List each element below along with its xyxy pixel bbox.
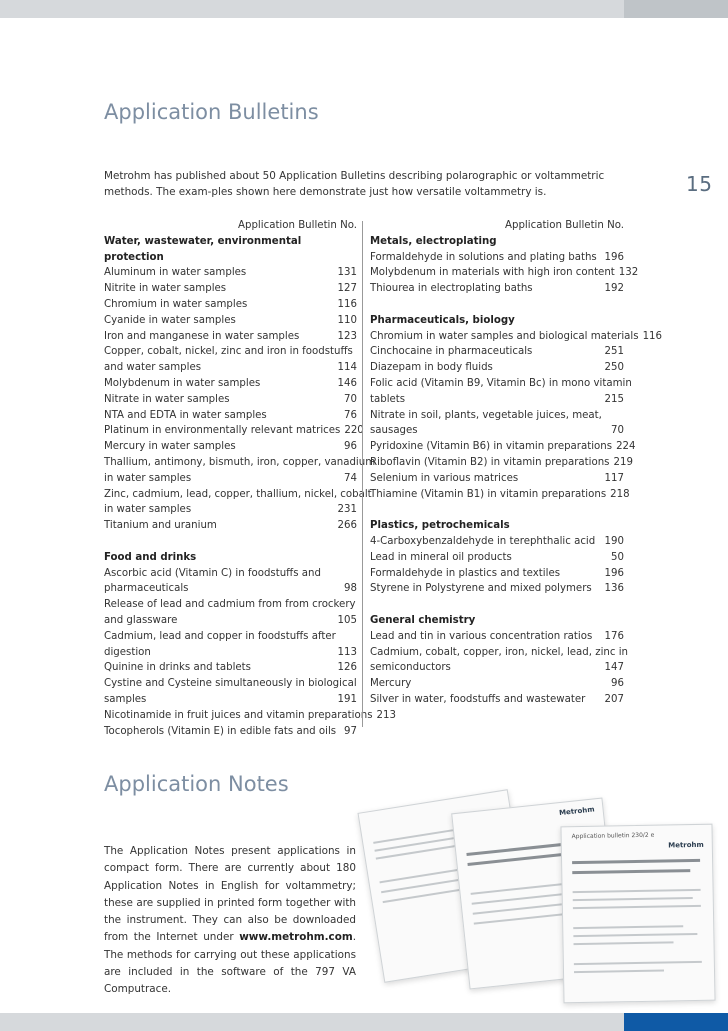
bulletin-row xyxy=(370,281,624,297)
notes-heading: Application Notes xyxy=(104,772,289,796)
bulletin-title: Mercury in water samples xyxy=(104,441,236,453)
bulletin-number: 176 xyxy=(604,630,624,642)
category-heading: Plastics, petrochemicals xyxy=(370,520,510,532)
bulletin-title: 4-Carboxybenzaldehyde in terephthalic acid xyxy=(370,535,596,547)
top-bar xyxy=(0,0,728,18)
bulletin-title: Thiamine (Vitamin B1) in vitamin preparations xyxy=(370,488,607,500)
bulletin-row xyxy=(104,329,357,345)
bulletin-number: 116 xyxy=(337,298,357,310)
bulletin-title: in water samples xyxy=(104,472,192,484)
bulletin-row xyxy=(104,281,357,297)
bulletin-title: Nicotinamide in fruit juices and vitamin preparations xyxy=(104,709,373,721)
bulletins-intro: Metrohm has published about 50 Application Bulletins describing polarographic or voltammetric methods. The exam-ples shown here demonstrate just how versatile voltammetry is. xyxy=(104,170,605,198)
page-number: 15 xyxy=(686,172,713,196)
bulletin-title: Platinum in environmentally relevant matrices xyxy=(104,425,341,437)
bulletin-row xyxy=(370,566,624,582)
bulletin-title: Cinchocaine in pharmaceuticals xyxy=(370,346,533,358)
bulletin-row xyxy=(370,265,639,281)
bulletin-number: 190 xyxy=(604,535,624,547)
bulletin-title: sausages xyxy=(370,425,418,437)
bulletin-number: 117 xyxy=(604,472,624,484)
bulletin-number: 110 xyxy=(337,314,357,326)
bulletin-title: Iron and manganese in water samples xyxy=(104,330,300,342)
bottom-bar xyxy=(0,1013,728,1031)
bulletins-right-column xyxy=(370,218,663,708)
bulletin-row xyxy=(104,265,357,281)
bulletin-title: Mercury xyxy=(370,678,412,690)
category-heading: General chemistry xyxy=(370,614,476,626)
bulletin-row xyxy=(104,313,357,329)
top-bar-accent xyxy=(624,0,728,18)
bulletin-row xyxy=(104,344,357,360)
bulletin-title: Nitrite in water samples xyxy=(104,283,227,295)
bulletin-row xyxy=(370,250,624,266)
column-header: Application Bulletin No. xyxy=(238,220,357,231)
notes-text-after: . The methods for carrying out these applications are included in the software of the 797 VA Computrace. xyxy=(104,931,356,996)
bulletin-title: Diazepam in body fluids xyxy=(370,362,493,374)
bulletin-title: Pyridoxine (Vitamin B6) in vitamin preparations xyxy=(370,441,613,453)
bulletin-number: 196 xyxy=(604,251,624,263)
bulletin-number: 146 xyxy=(337,377,357,389)
bulletin-row xyxy=(104,629,357,645)
bulletin-title: Nitrate in water samples xyxy=(104,393,230,405)
group-spacer xyxy=(370,502,624,518)
bulletin-number: 50 xyxy=(611,551,624,563)
bulletin-title: Zinc, cadmium, lead, copper, thallium, nickel, cobalt xyxy=(104,488,372,500)
bulletin-title: Formaldehyde in plastics and textiles xyxy=(370,567,561,579)
bulletin-title: Cadmium, lead and copper in foodstuffs after xyxy=(104,630,336,642)
bulletin-row xyxy=(104,439,357,455)
bulletin-number: 196 xyxy=(604,567,624,579)
bulletin-row xyxy=(104,566,357,582)
bulletin-number: 218 xyxy=(610,488,630,500)
bulletin-title: Copper, cobalt, nickel, zinc and iron in foodstuffs xyxy=(104,346,353,358)
bulletin-row xyxy=(370,629,624,645)
bulletin-row xyxy=(104,645,357,661)
bulletin-title: Nitrate in soil, plants, vegetable juices, meat, xyxy=(370,409,602,421)
notes-text-before: The Application Notes present applications in compact form. There are currently about 180 Application Notes in English for voltammetry; these are supplied in printed form together with the instrument. They can also be downloaded from the Internet under xyxy=(104,845,356,944)
bulletin-row xyxy=(370,660,624,676)
bulletin-row xyxy=(370,376,632,392)
bulletin-number: 113 xyxy=(337,646,357,658)
bulletin-number: 114 xyxy=(337,362,357,374)
group-spacer xyxy=(370,597,624,613)
bulletin-title: Styrene in Polystyrene and mixed polymers xyxy=(370,583,592,595)
bulletin-title: Molybdenum in water samples xyxy=(104,377,261,389)
bulletin-title: Cystine and Cysteine simultaneously in biological xyxy=(104,678,357,690)
bulletin-row xyxy=(370,392,624,408)
bulletin-title: Titanium and uranium xyxy=(104,520,217,532)
bulletin-number: 126 xyxy=(337,662,357,674)
bulletin-row xyxy=(370,645,628,661)
bulletins-heading: Application Bulletins xyxy=(104,100,319,124)
bulletin-row xyxy=(104,376,357,392)
bulletin-number: 96 xyxy=(344,441,357,453)
bulletin-number: 191 xyxy=(337,693,357,705)
bulletin-number: 96 xyxy=(611,678,624,690)
bulletin-row xyxy=(370,329,663,345)
bulletin-number: 132 xyxy=(618,267,639,279)
bulletin-number: 266 xyxy=(337,520,357,532)
bulletin-title: Folic acid (Vitamin B9, Vitamin Bc) in mono vitamin xyxy=(370,377,632,389)
application-notes-illustration xyxy=(330,770,728,1008)
paper-logo: Metrohm xyxy=(668,840,704,850)
bulletin-row xyxy=(104,676,357,692)
category-heading: Pharmaceuticals, biology xyxy=(370,314,515,326)
bulletin-title: Thallium, antimony, bismuth, iron, copper, vanadium xyxy=(104,456,376,468)
column-divider xyxy=(362,221,363,727)
bulletin-number: 105 xyxy=(337,614,357,626)
bulletin-number: 220 xyxy=(344,425,364,437)
bulletin-number: 251 xyxy=(604,346,624,358)
bulletin-row xyxy=(104,581,357,597)
bulletin-title: Chromium in water samples and biological materials xyxy=(370,330,639,342)
bulletin-number: 207 xyxy=(604,693,624,705)
bulletin-number: 147 xyxy=(604,662,624,674)
group-spacer xyxy=(104,534,357,550)
bulletin-title: Tocopherols (Vitamin E) in edible fats and oils xyxy=(104,725,337,737)
bulletin-row xyxy=(104,502,357,518)
bulletin-number: 131 xyxy=(337,267,357,279)
bulletin-row xyxy=(104,613,357,629)
category-heading: Food and drinks xyxy=(104,551,197,563)
bulletin-row xyxy=(370,423,624,439)
bulletin-number: 219 xyxy=(613,456,633,468)
bulletin-number: 250 xyxy=(604,362,624,374)
bulletin-number: 70 xyxy=(611,425,624,437)
bulletin-number: 97 xyxy=(344,725,357,737)
bulletin-title: Silver in water, foodstuffs and wastewater xyxy=(370,693,586,705)
bulletin-title: Lead and tin in various concentration ratios xyxy=(370,630,593,642)
bulletin-title: Selenium in various matrices xyxy=(370,472,519,484)
bulletin-row xyxy=(370,487,630,503)
bulletin-row xyxy=(104,423,364,439)
bulletin-title: NTA and EDTA in water samples xyxy=(104,409,267,421)
notes-text xyxy=(104,843,356,999)
bulletin-row xyxy=(104,724,357,740)
paper-title: Application bulletin 230/2 e xyxy=(571,831,655,841)
bulletin-row xyxy=(370,534,624,550)
bulletin-row xyxy=(370,550,624,566)
bulletin-title: pharmaceuticals xyxy=(104,583,189,595)
bulletin-title: semiconductors xyxy=(370,662,451,674)
bulletin-title: digestion xyxy=(104,646,151,658)
bulletin-title: samples xyxy=(104,693,147,705)
bulletin-number: 74 xyxy=(344,472,357,484)
bulletin-number: 136 xyxy=(604,583,624,595)
bulletin-row xyxy=(104,518,357,534)
bulletin-row xyxy=(370,692,624,708)
bulletin-title: Ascorbic acid (Vitamin C) in foodstuffs and xyxy=(104,567,321,579)
bulletin-number: 231 xyxy=(337,504,357,516)
paper-sheet xyxy=(560,824,715,1004)
bulletin-row xyxy=(104,471,357,487)
bulletin-number: 123 xyxy=(337,330,357,342)
bulletin-title: and glassware xyxy=(104,614,178,626)
bulletin-title: and water samples xyxy=(104,362,202,374)
bottom-bar-accent xyxy=(624,1013,728,1031)
bulletin-row xyxy=(104,360,357,376)
bulletin-row xyxy=(104,660,357,676)
bulletin-row xyxy=(104,297,357,313)
bulletin-row xyxy=(370,676,624,692)
bulletin-title: tablets xyxy=(370,393,406,405)
bulletin-title: Cyanide in water samples xyxy=(104,314,236,326)
bulletin-title: Quinine in drinks and tablets xyxy=(104,662,251,674)
bulletin-number: 98 xyxy=(344,583,357,595)
bulletin-row xyxy=(370,581,624,597)
column-header: Application Bulletin No. xyxy=(505,220,624,231)
bulletin-title: Aluminum in water samples xyxy=(104,267,247,279)
bulletin-row xyxy=(370,344,624,360)
category-heading: Metals, electroplating xyxy=(370,235,497,247)
bulletin-title: in water samples xyxy=(104,504,192,516)
bulletin-title: Riboflavin (Vitamin B2) in vitamin preparations xyxy=(370,456,610,468)
bulletin-row xyxy=(104,692,357,708)
bulletin-title: Chromium in water samples xyxy=(104,298,248,310)
bulletin-row xyxy=(104,597,357,613)
bulletin-row xyxy=(370,360,624,376)
bulletin-row xyxy=(370,471,624,487)
bulletin-row xyxy=(370,439,636,455)
bulletin-row xyxy=(104,408,357,424)
bulletin-number: 76 xyxy=(344,409,357,421)
bulletin-number: 215 xyxy=(604,393,624,405)
bulletin-title: Formaldehyde in solutions and plating baths xyxy=(370,251,597,263)
paper-logo: Metrohm xyxy=(558,805,595,818)
bulletin-title: Thiourea in electroplating baths xyxy=(370,283,533,295)
bulletin-number: 127 xyxy=(337,283,357,295)
bulletin-title: Lead in mineral oil products xyxy=(370,551,512,563)
bulletin-number: 213 xyxy=(376,709,396,721)
bulletin-row xyxy=(370,455,633,471)
category-heading: Water, wastewater, environmental protection xyxy=(104,235,302,263)
bulletin-row xyxy=(104,487,372,503)
bulletin-row xyxy=(370,408,624,424)
bulletin-row xyxy=(104,392,357,408)
bulletin-title: Release of lead and cadmium from from crockery xyxy=(104,599,356,611)
bulletin-number: 192 xyxy=(604,283,624,295)
bulletin-number: 116 xyxy=(642,330,663,342)
bulletin-title: Molybdenum in materials with high iron content xyxy=(370,267,615,279)
group-spacer xyxy=(370,297,624,313)
bulletin-row xyxy=(104,455,376,471)
bulletin-row xyxy=(104,708,396,724)
notes-link[interactable]: www.metrohm.com xyxy=(239,931,353,944)
bulletin-number: 224 xyxy=(616,441,636,453)
bulletin-number: 70 xyxy=(344,393,357,405)
bulletin-title: Cadmium, cobalt, copper, iron, nickel, lead, zinc in xyxy=(370,646,628,658)
